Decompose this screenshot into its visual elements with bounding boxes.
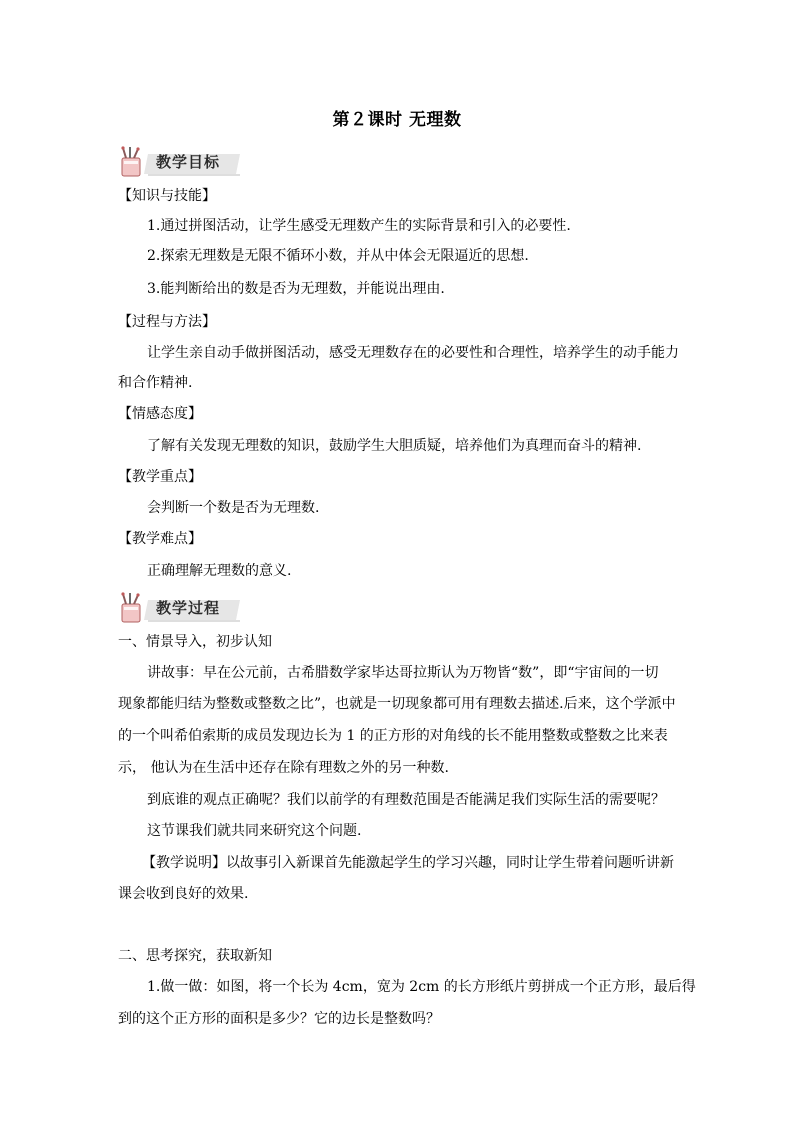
goal-attitude-1: 了解有关发现无理数的知识，鼓励学生大胆质疑，培养他们为真理而奋斗的精神. — [147, 438, 642, 454]
page-title: 第２课时 无理数 — [332, 110, 462, 130]
teaching-note-line-2: 课会收到良好的效果. — [118, 886, 249, 902]
banner-label-goals: 教学目标 — [156, 153, 221, 171]
goal-method-line-2: 和合作精神. — [118, 375, 193, 391]
goal-knowledge-3: 3.能判断给出的数是否为无理数，并能说出理由. — [147, 281, 445, 297]
heading-attitude: 【情感态度】 — [118, 406, 202, 422]
story-line-2: 现象都能归结为整数或整数之比”，也就是一切现象都可用有理数去描述.后来，这个学派中 — [118, 696, 676, 712]
story-transition: 这节课我们就共同来研究这个问题. — [147, 823, 362, 839]
activity-line-1: 1.做一做：如图，将一个长为 4cm，宽为 2cm 的长方形纸片剪拼成一个正方形，最后得 — [147, 979, 696, 995]
heading-key-point: 【教学重点】 — [118, 469, 202, 485]
difficulty-1: 正确理解无理数的意义. — [147, 563, 292, 579]
section-banner-goals — [118, 146, 240, 178]
goal-knowledge-2: 2.探索无理数是无限不循环小数，并从中体会无限逼近的思想. — [147, 248, 529, 264]
story-line-1: 讲故事：早在公元前，古希腊数学家毕达哥拉斯认为万物皆“数”，即“宇宙间的一切 — [147, 665, 659, 681]
goal-knowledge-1: 1.通过拼图活动，让学生感受无理数产生的实际背景和引入的必要性. — [147, 218, 571, 234]
goal-method-line-1: 让学生亲自动手做拼图活动，感受无理数存在的必要性和合理性，培养学生的动手能力 — [147, 345, 679, 361]
activity-line-2: 到的这个正方形的面积是多少？它的边长是整数吗？ — [118, 1011, 440, 1027]
teaching-note-line-1: 【教学说明】以故事引入新课首先能激起学生的学习兴趣，同时让学生带着问题听讲新 — [142, 855, 674, 871]
story-line-3: 的一个叫希伯索斯的成员发现边长为 1 的正方形的对角线的长不能用整数或整数之比来表 — [118, 728, 668, 744]
heading-difficulty: 【教学难点】 — [118, 531, 202, 547]
section-heading-1: 一、情景导入，初步认知 — [118, 634, 272, 650]
story-line-4: 示， 他认为在生活中还存在除有理数之外的另一种数. — [118, 760, 449, 776]
heading-method: 【过程与方法】 — [118, 314, 216, 330]
section-banner-process — [118, 592, 240, 624]
story-question: 到底谁的观点正确呢？我们以前学的有理数范围是否能满足我们实际生活的需要呢？ — [147, 792, 665, 808]
section-heading-2: 二、思考探究，获取新知 — [118, 948, 272, 964]
key-point-1: 会判断一个数是否为无理数. — [147, 500, 320, 516]
banner-label-process: 教学过程 — [156, 599, 221, 617]
heading-knowledge: 【知识与技能】 — [118, 188, 216, 204]
